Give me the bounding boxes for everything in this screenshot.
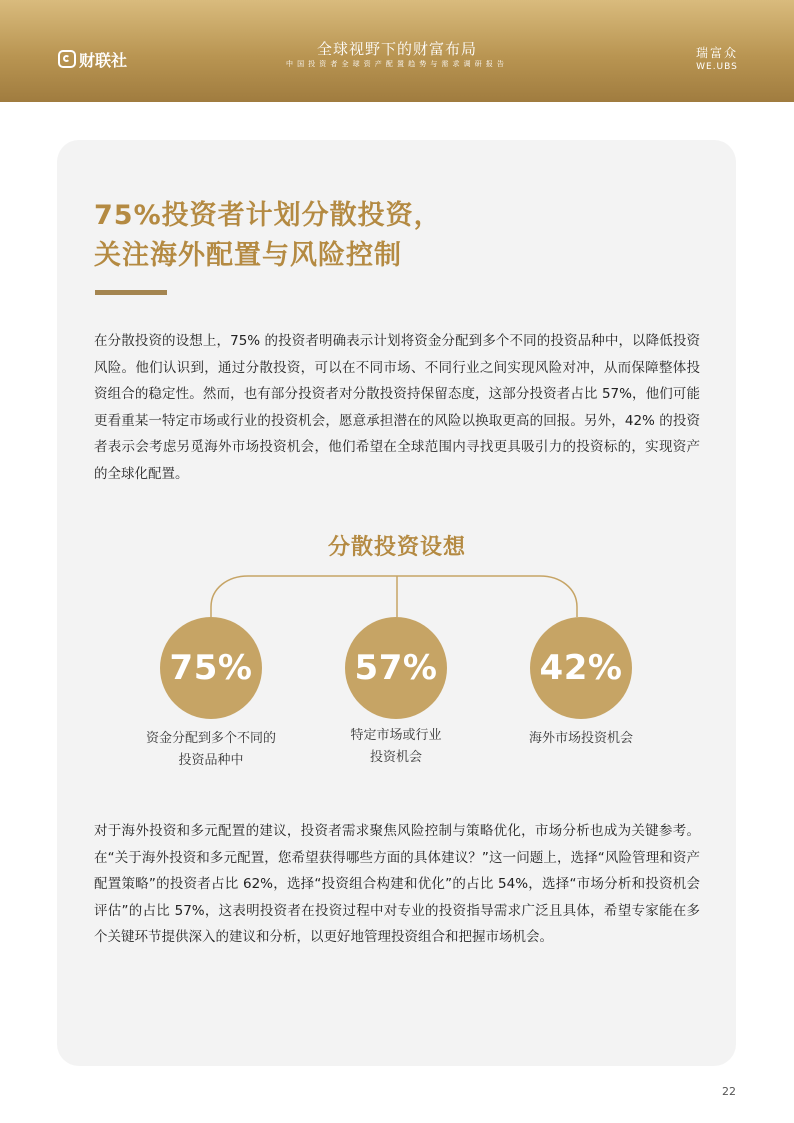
stat-caption-57-line1: 特定市场或行业: [350, 728, 442, 743]
stat-caption-57-line2: 投资机会: [369, 750, 422, 765]
section-heading: [94, 196, 442, 276]
section-heading-line2: 关注海外配置与风险控制: [94, 240, 402, 271]
report-subtitle: 中国投资者全球资产配置趋势与需求调研报告: [286, 60, 508, 68]
stat-caption-75-line1: 资金分配到多个不同的: [145, 731, 276, 746]
weubs-logo: [696, 44, 738, 72]
stat-caption-75-line2: 投资品种中: [178, 753, 244, 768]
weubs-logo-cn: 瑞富众: [695, 46, 738, 60]
page-header: [0, 0, 794, 102]
intro-paragraph: 在分散投资的设想上，75% 的投资者明确表示计划将资金分配到多个不同的投资品种中，以降低投资风险。他们认识到，通过分散投资，可以在不同市场、不同行业之间实现风险对冲，从而保障整体投资组合的稳定性。然而，也有部分投资者对分散投资持保留态度，这部分投资者占比 57%，他们可能更看重某一特定市场或行业的投资机会，愿意承担潜在的风险以换取更高的回报。另外，42% 的投资者表示会考虑另觅海外市场投资机会，他们希望在全球范围内寻找更具吸引力的投资标的，实现资产的全球化配置。: [94, 333, 700, 482]
stat-caption-42: [491, 728, 671, 750]
diagram-title: 分散投资设想: [327, 535, 466, 560]
advice-paragraph: 对于海外投资和多元配置的建议，投资者需求聚焦风险控制与策略优化，市场分析也成为关键参考。在“关于海外投资和多元配置，您希望获得哪些方面的具体建议？”这一问题上，选择“风险管理和资产配置策略”的投资者占比 62%，选择“投资组合构建和优化”的占比 54%，选择“市场分析和投资机会评估”的占比 57%，这表明投资者在投资过程中对专业的投资指导需求广泛且具体，希望专家能在多个关键环节提供深入的建议和分析，以更好地管理投资组合和把握市场机会。: [94, 823, 700, 945]
page-number: 22: [722, 1085, 736, 1098]
stat-circle-57: 57%: [345, 617, 447, 719]
stat-caption-42-line1: 海外市场投资机会: [528, 731, 633, 746]
weubs-logo-en: WE.UBS: [696, 62, 738, 72]
stat-circle-75: 75%: [160, 617, 262, 719]
stat-caption-75: [121, 728, 301, 772]
report-title: 全球视野下的财富布局: [316, 40, 477, 58]
heading-underline: [95, 290, 167, 295]
section-heading-line1: 75%投资者计划分散投资，: [94, 200, 442, 231]
stat-circle-42: 42%: [530, 617, 632, 719]
cailianshe-logo-text: 财联社: [79, 50, 128, 70]
stat-caption-57: [306, 725, 486, 769]
